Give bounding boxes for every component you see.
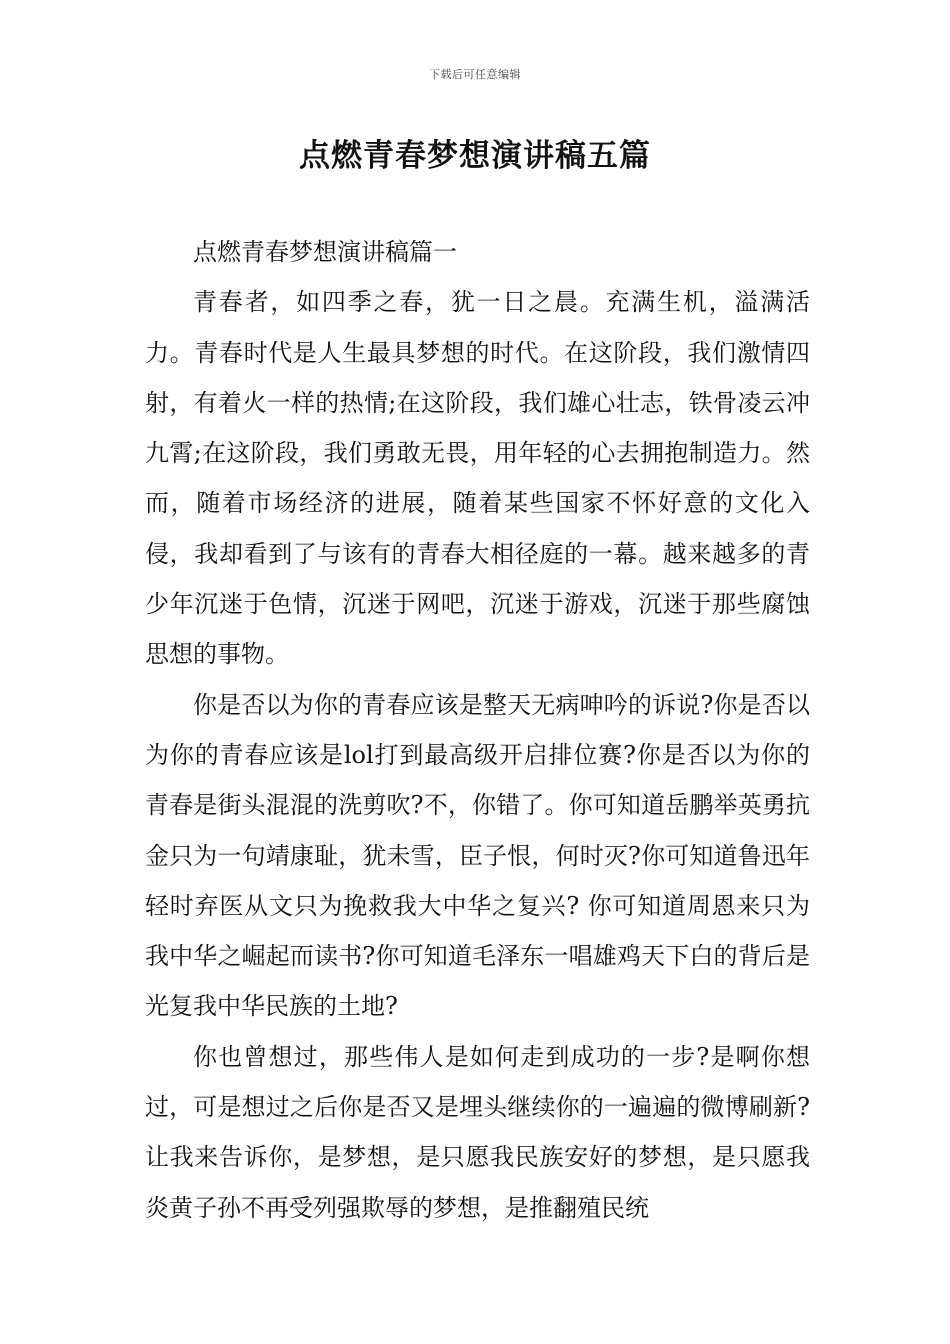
document-title: 点燃青春梦想演讲稿五篇 (299, 138, 651, 174)
body-paragraph: 青春者，如四季之春，犹一日之晨。充满生机，溢满活力。青春时代是人生最具梦想的时代。在这阶段，我们激情四射，有着火一样的热情;在这阶段，我们雄心壮志，铁骨凌云冲九霄;在这阶段，我们勇敢无畏，用年轻的心去拥抱制造力。然而，随着市场经济的进展，随着某些国家不怀好意的文化入侵，我却看到了与该有的青春大相径庭的一幕。越来越多的青少年沉迷于色情，沉迷于网吧，沉迷于游戏，沉迷于那些腐蚀思想的事物。 (145, 288, 810, 669)
document-body (145, 227, 810, 1233)
body-paragraph: 你也曾想过，那些伟人是如何走到成功的一步?是啊你想过，可是想过之后你是否又是埋头继续你的一遍遍的微博刷新?让我来告诉你，是梦想，是只愿我民族安好的梦想，是只愿我炎黄子孙不再受列强欺辱的梦想，是推翻殖民统 (145, 1042, 810, 1222)
header-note: 下载后可任意编辑 (429, 68, 521, 81)
section-heading: 点燃青春梦想演讲稿篇一 (193, 238, 457, 266)
body-paragraph: 你是否以为你的青春应该是整天无病呻吟的诉说?你是否以为你的青春应该是lol打到最高级开启排位赛?你是否以为你的青春是街头混混的洗剪吹?不，你错了。你可知道岳鹏举英勇抗金只为一句靖康耻，犹未雪，臣子恨，何时灭?你可知道鲁迅年轻时弃医从文只为挽救我大中华之复兴? 你可知道周恩来只为我中华之崛起而读书?你可知道毛泽东一唱雄鸡天下白的背后是光复我中华民族的土地? (145, 690, 810, 1021)
